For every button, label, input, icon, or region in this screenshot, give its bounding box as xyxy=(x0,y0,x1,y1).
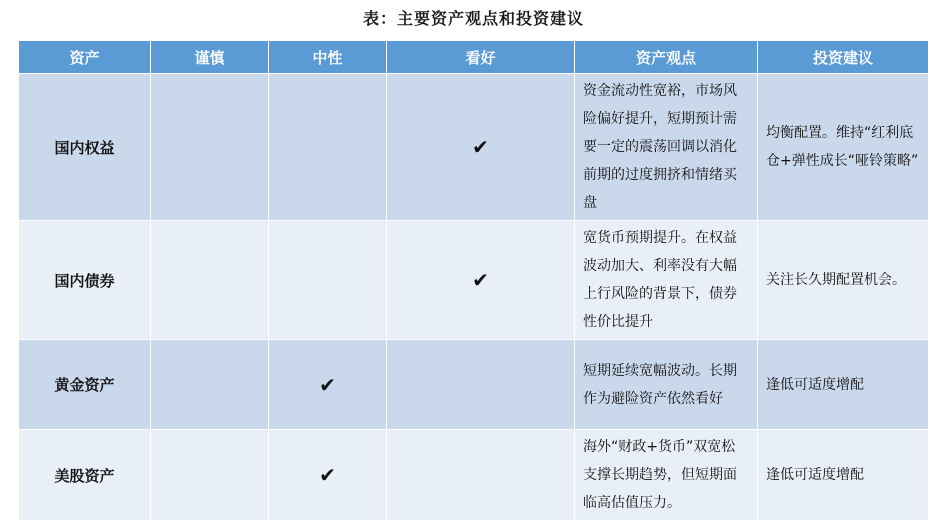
neutral-check-icon xyxy=(269,221,387,340)
header-row xyxy=(19,41,929,74)
cautious-check-icon xyxy=(151,221,269,340)
investment-advice: 逢低可适度增配 xyxy=(758,340,929,430)
header-view: 资产观点 xyxy=(575,41,758,74)
positive-check-icon: ✔ xyxy=(387,221,575,340)
table-row xyxy=(19,221,929,340)
investment-advice: 关注长久期配置机会。 xyxy=(758,221,929,340)
neutral-check-icon: ✔ xyxy=(269,340,387,430)
table-row xyxy=(19,74,929,221)
cautious-check-icon xyxy=(151,74,269,221)
header-positive: 看好 xyxy=(387,41,575,74)
positive-check-icon xyxy=(387,340,575,430)
asset-name: 美股资产 xyxy=(19,430,151,521)
asset-name: 黄金资产 xyxy=(19,340,151,430)
neutral-check-icon xyxy=(269,74,387,221)
positive-check-icon: ✔ xyxy=(387,74,575,221)
investment-advice: 逢低可适度增配 xyxy=(758,430,929,521)
asset-view: 宽货币预期提升。在权益波动加大、利率没有大幅上行风险的背景下，债券性价比提升 xyxy=(575,221,758,340)
asset-view: 短期延续宽幅波动。长期作为避险资产依然看好 xyxy=(575,340,758,430)
header-neutral: 中性 xyxy=(269,41,387,74)
cautious-check-icon xyxy=(151,340,269,430)
table-row xyxy=(19,430,929,521)
cautious-check-icon xyxy=(151,430,269,521)
header-cautious: 谨慎 xyxy=(151,41,269,74)
asset-name: 国内权益 xyxy=(19,74,151,221)
table-row xyxy=(19,340,929,430)
investment-advice: 均衡配置。维持“红利底仓+弹性成长“哑铃策略” xyxy=(758,74,929,221)
header-advice: 投资建议 xyxy=(758,41,929,74)
asset-view: 资金流动性宽裕，市场风险偏好提升，短期预计需要一定的震荡回调以消化前期的过度拥挤和情绪买盘 xyxy=(575,74,758,221)
asset-view-table xyxy=(18,40,929,521)
asset-view: 海外“财政+货币”双宽松支撑长期趋势，但短期面临高估值压力。 xyxy=(575,430,758,521)
table-title: 表：主要资产观点和投资建议 xyxy=(362,9,584,28)
header-asset: 资产 xyxy=(19,41,151,74)
positive-check-icon xyxy=(387,430,575,521)
neutral-check-icon: ✔ xyxy=(269,430,387,521)
asset-name: 国内债券 xyxy=(19,221,151,340)
